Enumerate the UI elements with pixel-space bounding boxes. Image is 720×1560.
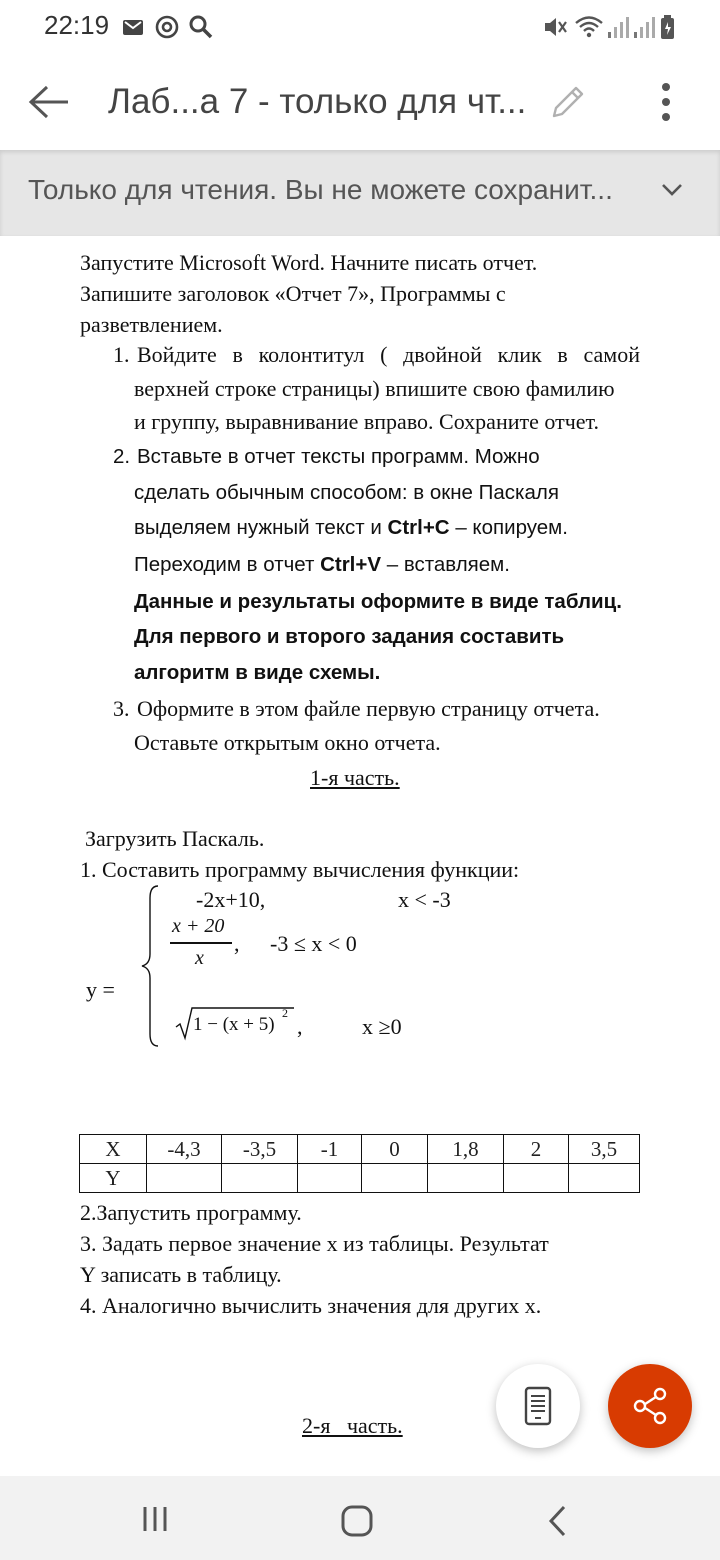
chevron-down-icon[interactable] (660, 182, 684, 198)
mute-icon (542, 14, 568, 40)
case2-condition: -3 ≤ x < 0 (270, 931, 357, 956)
table-row-x (80, 1135, 640, 1164)
table-cell-y (428, 1164, 504, 1193)
table-cell-y (504, 1164, 569, 1193)
case2-numerator: x + 20 (172, 915, 225, 937)
part2-heading: 2-я часть. (302, 1413, 403, 1438)
table-cell-x: -3,5 (222, 1135, 298, 1164)
case3-condition: x ≥0 (362, 1014, 402, 1039)
item2-line-3-tail: – копируем. (449, 516, 568, 539)
reading-mode-button[interactable] (496, 1364, 580, 1448)
item2-line-4-tail: – вставляем. (381, 553, 510, 576)
signal-icon-1 (606, 14, 630, 40)
case2-fraction-bar (170, 942, 232, 944)
intro-line-3: разветвлением. (80, 312, 223, 337)
signal-icon-2 (632, 14, 656, 40)
item1-line-1: Войдите в колонтитул ( двойной клик в самой (137, 342, 640, 367)
table-cell-x: -1 (298, 1135, 362, 1164)
case3-comma: , (297, 1014, 303, 1039)
formula-brace (138, 884, 162, 1048)
xy-table (79, 1134, 640, 1193)
table-cell-x: 3,5 (569, 1135, 640, 1164)
case1-condition: x < -3 (398, 887, 451, 912)
item3-number: 3. (113, 696, 130, 721)
item2-line-2: сделать обычным способом: в окне Паскаля (134, 481, 559, 504)
step-2: 2.Запустить программу. (80, 1200, 302, 1225)
ctrl-c-shortcut: Ctrl+C (387, 516, 450, 539)
share-button[interactable] (608, 1364, 692, 1448)
home-icon[interactable] (340, 1504, 374, 1538)
item2-line-1: Вставьте в отчет тексты программ. Можно (137, 445, 540, 468)
document-title: Лаб...а 7 - только для чт... (108, 82, 527, 121)
ctrl-v-shortcut: Ctrl+V (320, 553, 382, 576)
table-cell-x: 1,8 (428, 1135, 504, 1164)
task1-text: 1. Составить программу вычисления функции: (80, 857, 520, 882)
table-cell-y (298, 1164, 362, 1193)
table-cell-y (362, 1164, 428, 1193)
step-3: 3. Задать первое значение х из таблицы. Результат (80, 1231, 549, 1256)
table-cell-x: 2 (504, 1135, 569, 1164)
table-cell-y (222, 1164, 298, 1193)
table-row-y (80, 1164, 640, 1193)
at-sign-icon (154, 14, 180, 40)
item3-line-2: Оставьте открытым окно отчета. (134, 730, 441, 755)
item2-line-3 (134, 516, 568, 540)
item2-bold-line-2: Для первого и второго задания составить (134, 625, 565, 648)
intro-line-1: Запустите Microsoft Word. Начните писать отчет. (80, 250, 538, 275)
case2-comma: , (234, 931, 240, 956)
table-header-y: Y (80, 1164, 147, 1193)
wifi-icon (574, 14, 604, 40)
table-header-x: X (80, 1135, 147, 1164)
item1-line-3: и группу, выравнивание вправо. Сохраните отчет. (134, 409, 599, 434)
case3-radicand: 1 − (x + 5) (193, 1014, 275, 1035)
search-icon (188, 14, 214, 40)
share-icon (630, 1386, 670, 1426)
status-bar (0, 0, 720, 54)
case3-exponent: 2 (282, 1006, 288, 1020)
item1-number: 1. (113, 342, 130, 367)
app-bar (0, 54, 720, 150)
more-options-icon[interactable] (656, 82, 676, 122)
system-nav-bar (0, 1476, 720, 1560)
status-time: 22:19 (44, 10, 110, 40)
back-arrow-icon[interactable] (28, 84, 70, 120)
step-3-cont: Y записать в таблицу. (80, 1262, 282, 1287)
case2-denominator: x (195, 947, 204, 969)
case1-expression: -2x+10, (196, 887, 266, 912)
item2-line-4 (134, 553, 510, 577)
step-4: 4. Аналогично вычислить значения для других х. (80, 1293, 542, 1318)
intro-line-2: Запишите заголовок «Отчет 7», Программы с (80, 281, 506, 306)
table-cell-y (569, 1164, 640, 1193)
load-pascal-text: Загрузить Паскаль. (85, 826, 265, 851)
item2-bold-line-1: Данные и результаты оформите в виде таблиц. (134, 590, 622, 613)
item2-bold-line-3: алгоритм в виде схемы. (134, 661, 381, 684)
item2-line-3-text: выделяем нужный текст и (134, 516, 388, 539)
table-cell-x: -4,3 (147, 1135, 222, 1164)
recent-apps-icon[interactable] (140, 1504, 170, 1534)
read-only-banner[interactable] (0, 150, 720, 236)
item3-line-1: Оформите в этом файле первую страницу отчета. (137, 696, 600, 721)
read-only-banner-text: Только для чтения. Вы не можете сохранит... (28, 174, 613, 205)
part1-heading: 1-я часть. (310, 765, 400, 790)
back-nav-icon[interactable] (546, 1504, 570, 1538)
formula-y-label: y = (86, 977, 115, 1002)
edit-pencil-icon[interactable] (546, 82, 588, 124)
table-cell-y (147, 1164, 222, 1193)
battery-icon (660, 14, 676, 40)
item2-number: 2. (113, 445, 131, 468)
item2-line-4-text: Переходим в отчет (134, 553, 321, 576)
item1-line-2: верхней строке страницы) впишите свою фамилию (134, 376, 615, 401)
gmail-icon (122, 14, 144, 40)
table-cell-x: 0 (362, 1135, 428, 1164)
reading-mode-icon (523, 1386, 553, 1426)
